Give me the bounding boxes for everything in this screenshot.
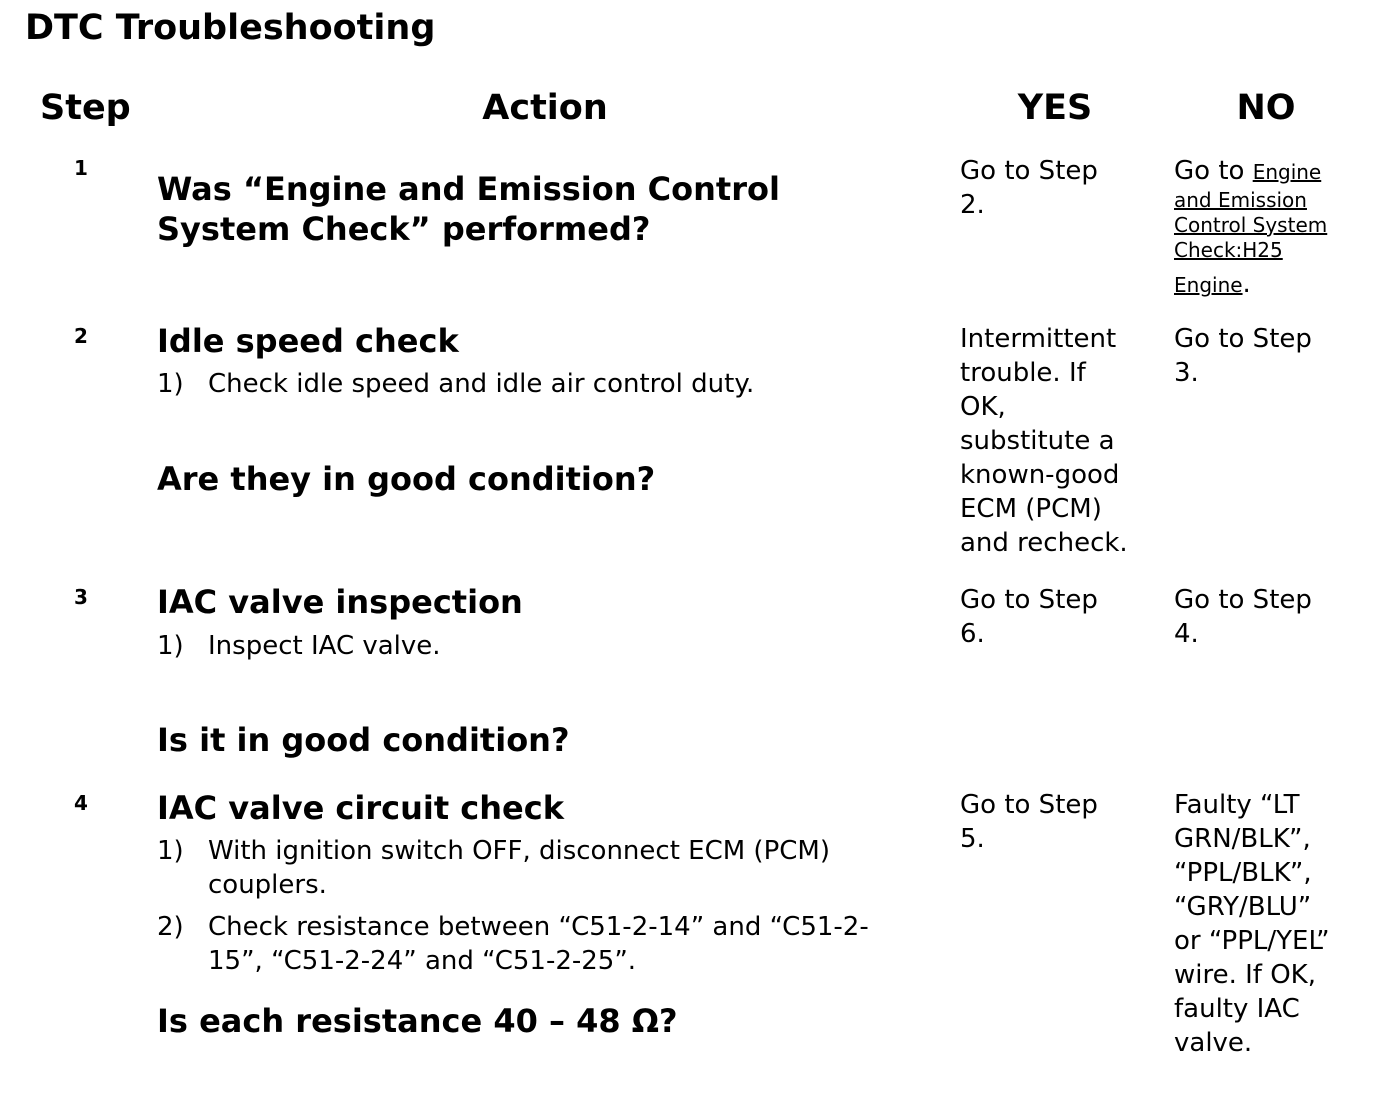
page-title: DTC Troubleshooting (25, 8, 436, 48)
step-1-no-result-end: Engine. (1174, 269, 1251, 299)
step-1-yes-result: Go to Step 2. (960, 156, 1098, 220)
column-header-step: Step (40, 88, 131, 128)
step-2-yes-result: Intermittent trouble. If OK, substitute a known-good ECM (PCM) and recheck. (960, 324, 1128, 558)
step-4-instruction-1: 1) With ignition switch OFF, disconnect ECM (PCM) couplers. (157, 836, 830, 900)
step-3-question: Is it in good condition? (157, 721, 570, 759)
step-3-no-result: Go to Step 4. (1174, 585, 1312, 649)
step-number-3: 3 (74, 585, 88, 609)
step-2-heading: Idle speed check (157, 322, 459, 360)
column-header-action: Action (482, 88, 608, 128)
step-2-no-result: Go to Step 3. (1174, 324, 1312, 388)
step-1-question: Was “Engine and Emission Control System Check” performed? (157, 170, 780, 248)
step-4-question: Is each resistance 40 – 48 Ω? (157, 1002, 678, 1040)
step-number-2: 2 (74, 324, 88, 348)
engine-emission-check-link-continued[interactable]: and Emission Control System Check:H25 (1174, 188, 1328, 262)
step-2-instruction-1: 1) Check idle speed and idle air control duty. (157, 369, 755, 399)
column-header-yes: YES (1017, 88, 1093, 128)
step-4-heading: IAC valve circuit check (157, 789, 564, 827)
engine-emission-check-link[interactable]: Engine (1252, 160, 1322, 184)
step-4-yes-result: Go to Step 5. (960, 790, 1098, 854)
step-number-4: 4 (74, 791, 88, 815)
step-4-no-result: Faulty “LT GRN/BLK”, “PPL/BLK”, “GRY/BLU” or “PPL/YEL” wire. If OK, faulty IAC valve. (1174, 790, 1330, 1058)
step-number-1: 1 (74, 156, 88, 180)
column-header-no: NO (1236, 88, 1296, 128)
step-3-instruction-1: 1) Inspect IAC valve. (157, 631, 441, 661)
engine-emission-check-link-end[interactable]: Engine (1174, 273, 1243, 297)
step-3-heading: IAC valve inspection (157, 583, 523, 621)
step-3-yes-result: Go to Step 6. (960, 585, 1098, 649)
step-1-no-result: Go to Engine (1174, 156, 1322, 186)
step-4-instruction-2: 2) Check resistance between “C51-2-14” and “C51-2- 15”, “C51-2-24” and “C51-2-25”. (157, 912, 869, 976)
step-2-question: Are they in good condition? (157, 460, 656, 498)
